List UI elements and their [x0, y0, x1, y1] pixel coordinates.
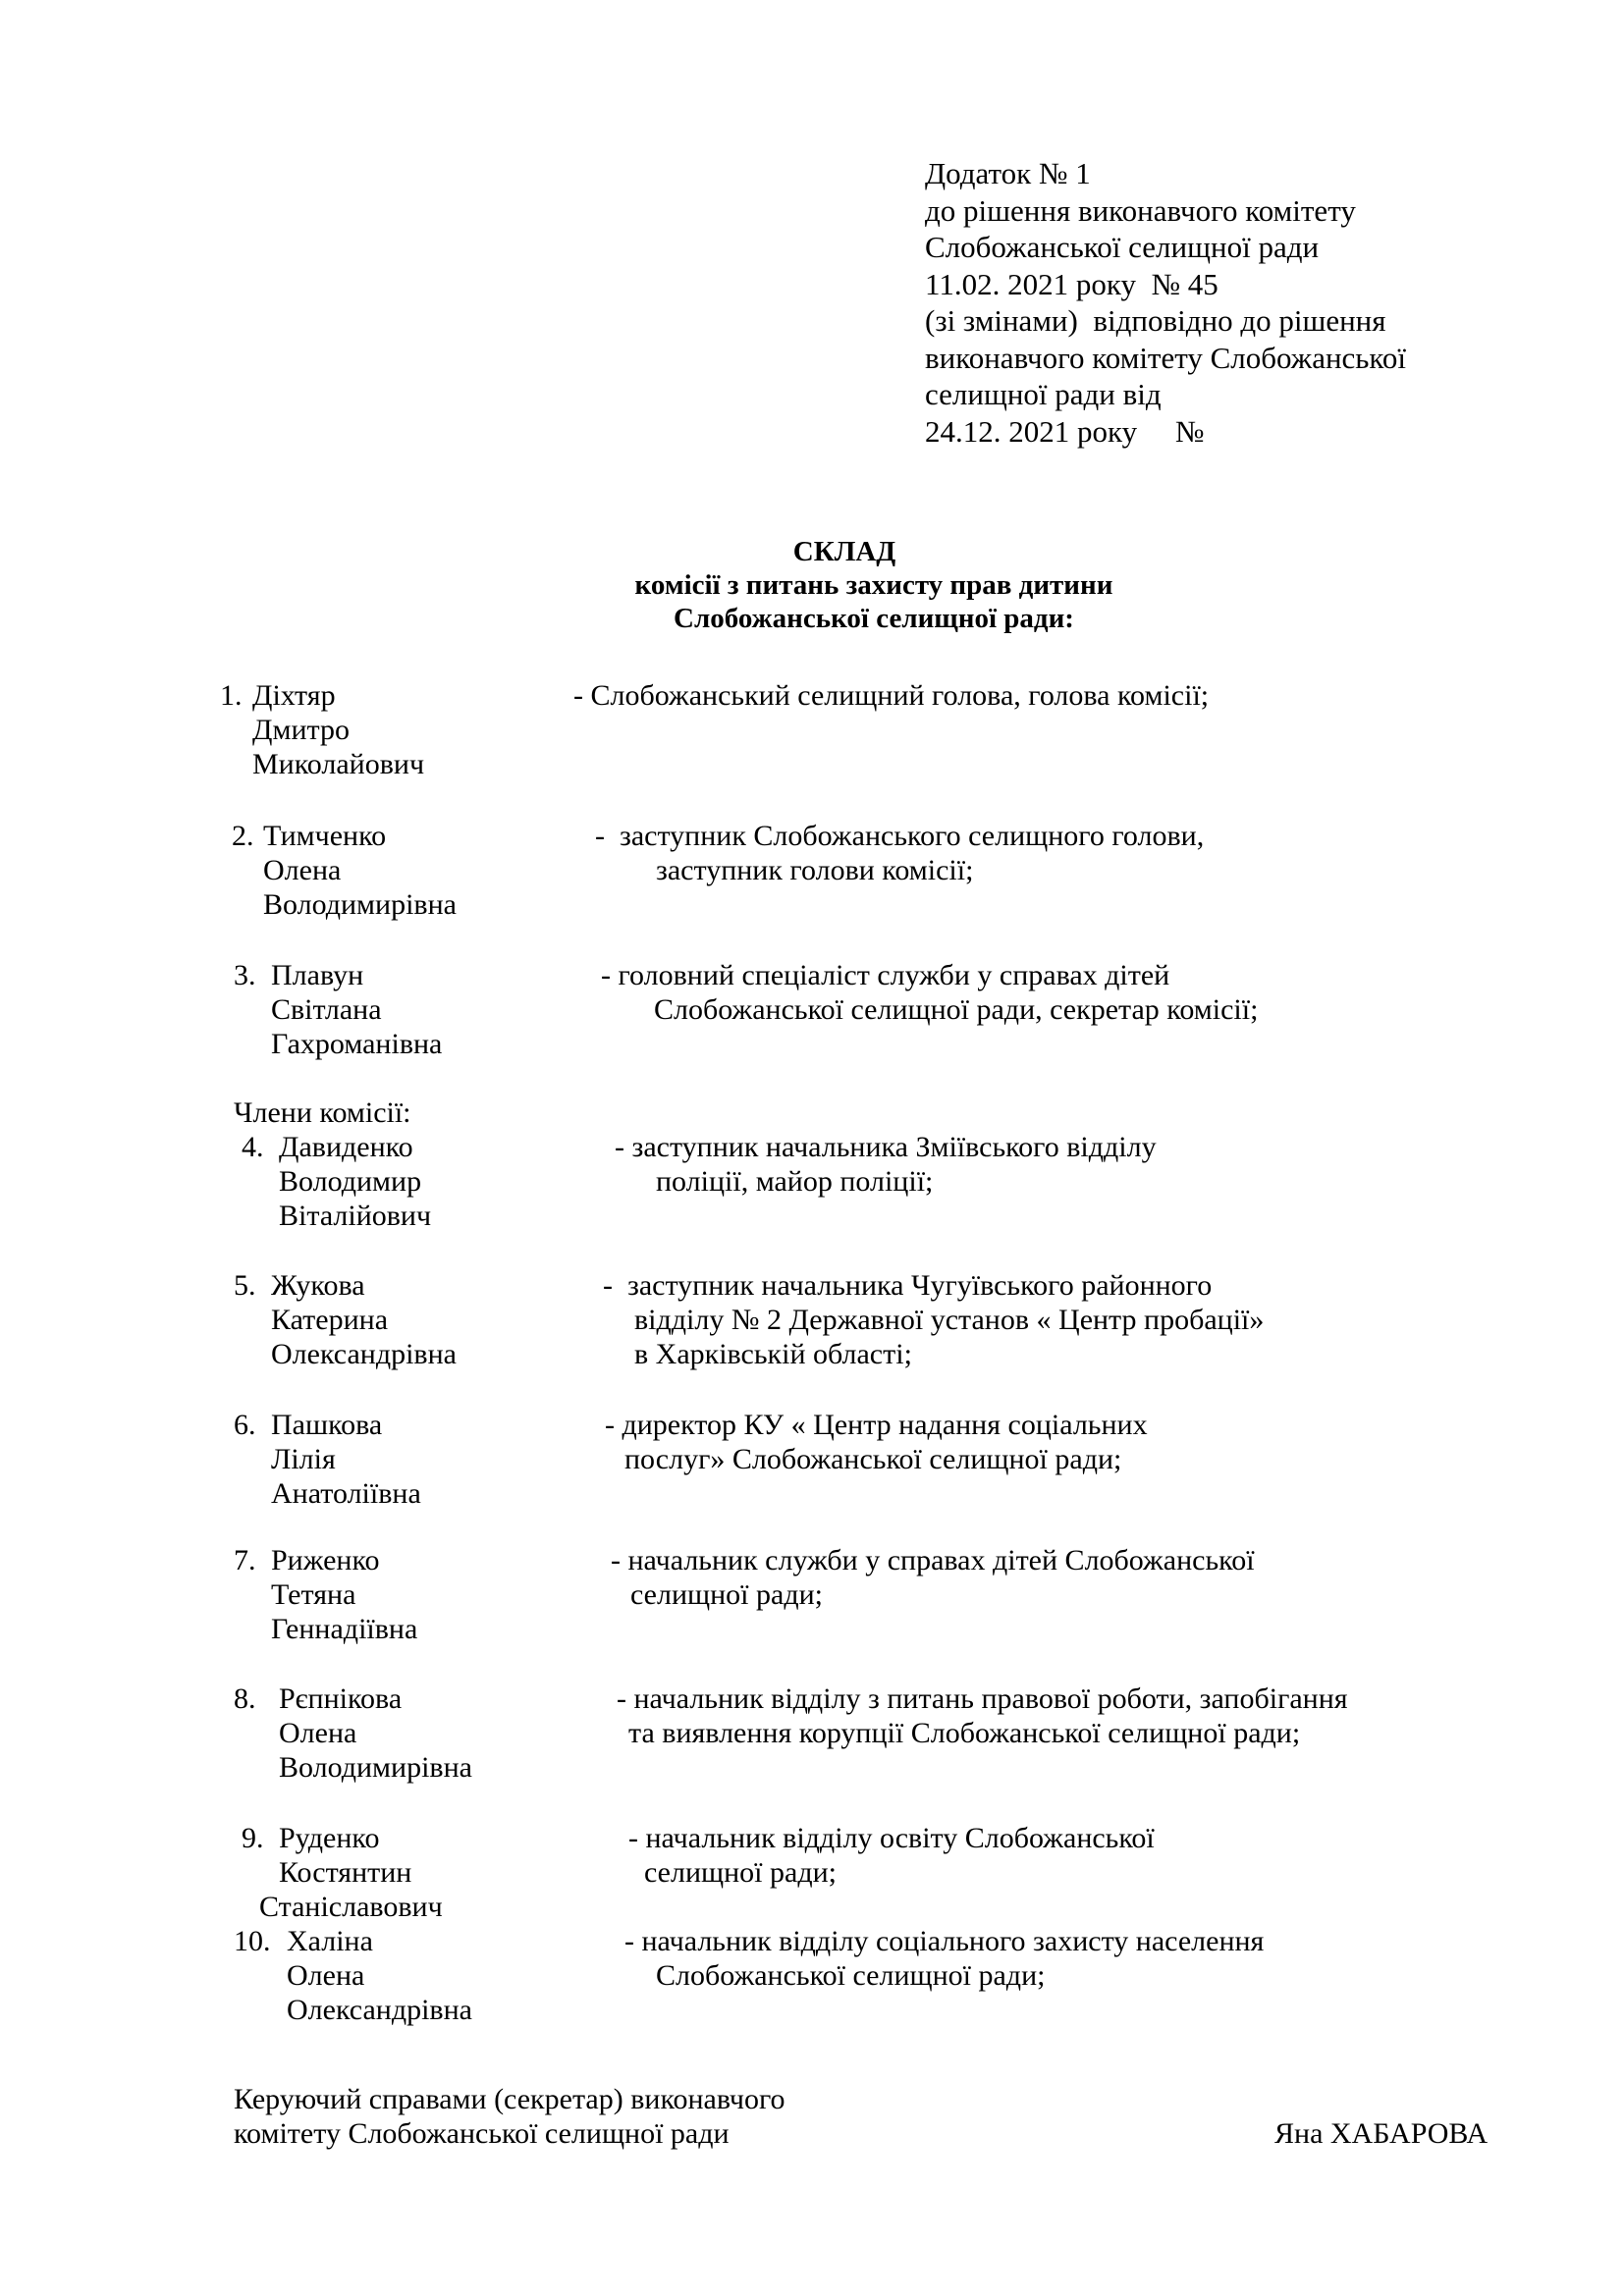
member-number: 9. — [242, 1822, 264, 1854]
member-patronymic: Анатоліївна — [271, 1477, 421, 1510]
member-role-line: - головний спеціаліст служби у справах дітей — [601, 959, 1170, 991]
member-role-line: - заступник начальника Чугуївського районного — [603, 1269, 1213, 1302]
member-surname: Плавун — [271, 959, 364, 991]
member-patronymic: Станіславович — [259, 1891, 443, 1923]
member-role-line: - заступник Слобожанського селищного голови, — [595, 820, 1205, 852]
member-name: Катерина — [271, 1304, 389, 1336]
member-patronymic: Олександрівна — [287, 1994, 472, 2026]
member-name: Володимир — [279, 1165, 422, 1198]
member-role-line: та виявлення корупції Слобожанської селищної ради; — [628, 1717, 1301, 1749]
member-name: Костянтин — [279, 1856, 412, 1889]
signatory-title — [234, 2082, 785, 2151]
member-number: 6. — [234, 1409, 256, 1441]
member-role-line: - Слобожанський селищний голова, голова комісії; — [573, 679, 1210, 712]
member-role-line: в Харківській області; — [634, 1338, 912, 1370]
appendix-line: Додаток № 1 — [925, 156, 1091, 190]
member-name: Олена — [279, 1717, 357, 1749]
signatory-title-line: Керуючий справами (секретар) виконавчого — [234, 2083, 785, 2115]
member-role-line: - начальник служби у справах дітей Слобожанської — [611, 1544, 1255, 1576]
member-name: Світлана — [271, 993, 382, 1026]
appendix-line: Слобожанської селищної ради — [925, 230, 1320, 264]
member-patronymic: Гахроманівна — [271, 1028, 443, 1060]
members-label: Члени комісії: — [234, 1096, 411, 1129]
member-number: 10. — [234, 1925, 271, 1957]
member-number: 4. — [242, 1131, 264, 1163]
appendix-line: (зі змінами) відповідно до рішення — [925, 303, 1386, 338]
member-surname: Риженко — [271, 1544, 380, 1576]
member-number: 8. — [234, 1682, 256, 1715]
signatory-title-line: комітету Слобожанської селищної ради — [234, 2117, 730, 2150]
member-role-line: Слобожанської селищної ради, секретар комісії; — [654, 993, 1259, 1026]
member-role-line: відділу № 2 Державної установ « Центр пробації» — [634, 1304, 1265, 1336]
appendix-line: селищної ради від — [925, 377, 1162, 411]
title-subline: комісії з питань захисту прав дитини — [634, 569, 1113, 601]
member-surname: Руденко — [279, 1822, 380, 1854]
member-surname: Жукова — [271, 1269, 365, 1302]
appendix-line: до рішення виконавчого комітету — [925, 192, 1356, 228]
member-surname: Рєпнікова — [279, 1682, 403, 1715]
member-role-line: селищної ради; — [644, 1856, 837, 1889]
member-number: 3. — [234, 959, 256, 991]
member-role-line: селищної ради; — [630, 1578, 823, 1611]
member-patronymic: Миколайович — [252, 748, 425, 780]
member-name: Тетяна — [271, 1578, 356, 1611]
member-name: Олена — [287, 1959, 365, 1992]
signatory-name: Яна ХАБАРОВА — [1274, 2117, 1489, 2150]
appendix-line: 24.12. 2021 року № — [925, 413, 1205, 449]
member-name: Лілія — [271, 1443, 336, 1475]
title-subline: Слобожанської селищної ради: — [674, 603, 1074, 634]
member-role-line: - заступник начальника Зміївського відділу — [615, 1131, 1157, 1163]
member-patronymic: Віталійович — [279, 1200, 432, 1232]
member-role-line: - начальник відділу з питань правової роботи, запобігання — [617, 1682, 1348, 1715]
member-role-line: Слобожанської селищної ради; — [656, 1959, 1046, 1992]
member-number: 7. — [234, 1544, 256, 1576]
member-role-line: - директор КУ « Центр надання соціальних — [605, 1409, 1148, 1441]
member-surname: Діхтяр — [252, 679, 336, 712]
member-surname: Пашкова — [271, 1409, 383, 1441]
member-number: 1. — [220, 679, 243, 712]
appendix-line: 11.02. 2021 року № 45 — [925, 266, 1218, 301]
member-role-line: послуг» Слобожанської селищної ради; — [624, 1443, 1122, 1475]
member-patronymic: Олександрівна — [271, 1338, 457, 1370]
member-patronymic: Володимирівна — [279, 1751, 472, 1784]
member-patronymic: Геннадіївна — [271, 1613, 418, 1645]
member-name: Дмитро — [252, 714, 350, 746]
member-role-line: - начальник відділу освіту Слобожанської — [628, 1822, 1155, 1854]
title-heading: СКЛАД — [792, 536, 896, 567]
document-title — [0, 535, 1624, 635]
appendix-line: виконавчого комітету Слобожанської — [925, 340, 1407, 375]
member-surname: Халіна — [287, 1925, 373, 1957]
member-role-line: заступник голови комісії; — [656, 854, 974, 886]
member-number: 2. — [232, 820, 254, 852]
member-name: Олена — [263, 854, 342, 886]
member-role-line: поліції, майор поліції; — [656, 1165, 934, 1198]
appendix-block — [925, 155, 1553, 450]
member-patronymic: Володимирівна — [263, 888, 457, 921]
member-number: 5. — [234, 1269, 256, 1302]
member-surname: Тимченко — [263, 820, 387, 852]
member-surname: Давиденко — [279, 1131, 413, 1163]
member-role-line: - начальник відділу соціального захисту населення — [624, 1925, 1265, 1957]
